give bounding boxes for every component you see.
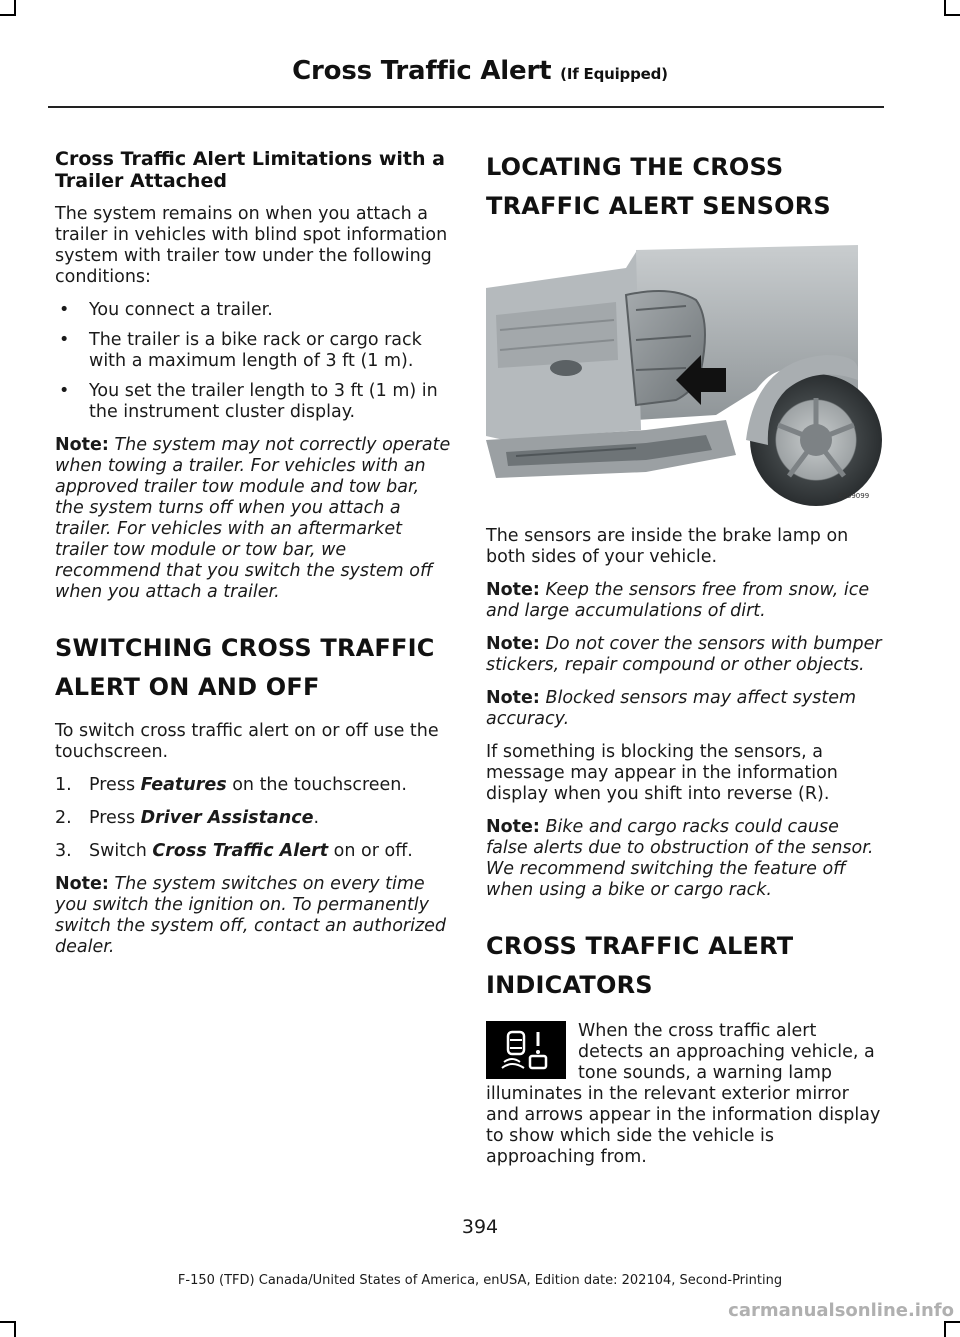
note-label: Note: bbox=[55, 874, 109, 894]
step-number: 1. bbox=[55, 775, 72, 795]
crop-mark bbox=[0, 14, 16, 16]
list-item bbox=[55, 330, 453, 372]
steps-list bbox=[55, 775, 453, 862]
note-paragraph bbox=[486, 688, 884, 730]
left-column bbox=[55, 148, 453, 970]
crop-mark bbox=[0, 1321, 16, 1323]
limitations-heading: Cross Traffic Alert Limitations with a Trailer Attached bbox=[55, 148, 445, 192]
switching-heading-line1: SWITCHING CROSS TRAFFIC bbox=[55, 634, 435, 662]
right-column bbox=[486, 148, 884, 1168]
step-item bbox=[55, 808, 453, 829]
indicators-text: When the cross traffic alert detects an approaching vehicle, a tone sounds, a warning lamp illuminates in the relevant exterior mirror and arrows appear in the information display to show which side the vehicle is approaching from. bbox=[486, 1021, 881, 1167]
crop-mark bbox=[944, 1321, 946, 1337]
note-text: The system switches on every time you switch the ignition on. To permanently switch the system off, contact an authorized dealer. bbox=[55, 874, 447, 957]
conditions-list bbox=[55, 300, 453, 423]
step-text: Press bbox=[89, 775, 141, 795]
bullet-icon: • bbox=[59, 300, 70, 320]
locating-heading-line1: LOCATING THE CROSS bbox=[486, 153, 784, 181]
ui-term: Cross Traffic Alert bbox=[152, 841, 329, 861]
figure-code: E309099 bbox=[838, 492, 870, 500]
note-label: Note: bbox=[486, 688, 540, 708]
note-text: Bike and cargo racks could cause false alerts due to obstruction of the sensor. We recommend switching the feature off when using a bike or cargo rack. bbox=[486, 817, 874, 900]
list-item bbox=[55, 300, 453, 321]
header-divider bbox=[48, 106, 884, 108]
note-text: Do not cover the sensors with bumper stickers, repair compound or other objects. bbox=[486, 634, 882, 675]
crop-mark bbox=[944, 1321, 960, 1323]
step-text: . bbox=[313, 808, 320, 828]
header-suffix: (If Equipped) bbox=[560, 65, 668, 83]
note-text: Blocked sensors may affect system accuracy. bbox=[486, 688, 857, 729]
indicators-heading-line2: INDICATORS bbox=[486, 971, 653, 999]
note-text: Keep the sensors free from snow, ice and large accumulations of dirt. bbox=[486, 580, 870, 621]
list-item-text: The trailer is a bike rack or cargo rack with a maximum length of 3 ft (1 m). bbox=[89, 330, 422, 371]
note-paragraph bbox=[486, 634, 884, 676]
step-number: 2. bbox=[55, 808, 72, 828]
page-header bbox=[0, 56, 960, 86]
list-item bbox=[55, 381, 453, 423]
header-title: Cross Traffic Alert bbox=[292, 56, 552, 86]
blocking-text: If something is blocking the sensors, a message may appear in the information display when you shift into reverse (R). bbox=[486, 742, 838, 804]
step-item bbox=[55, 841, 453, 862]
locating-heading-line2: TRAFFIC ALERT SENSORS bbox=[486, 192, 831, 220]
crop-mark bbox=[944, 14, 960, 16]
list-item-text: You connect a trailer. bbox=[89, 300, 273, 320]
step-item bbox=[55, 775, 453, 796]
page-number: 394 bbox=[461, 1216, 499, 1238]
step-number: 3. bbox=[55, 841, 72, 861]
edition-line: F-150 (TFD) Canada/United States of America, enUSA, Edition date: 202104, Second-Printing bbox=[177, 1273, 783, 1288]
note-label: Note: bbox=[486, 634, 540, 654]
note-label: Note: bbox=[486, 580, 540, 600]
truck-rear-illustration bbox=[486, 240, 870, 504]
crop-mark bbox=[14, 1321, 16, 1337]
note-paragraph bbox=[486, 817, 884, 901]
cross-traffic-alert-warning-icon bbox=[486, 1021, 566, 1079]
ui-term: Features bbox=[140, 775, 227, 795]
indicators-heading bbox=[486, 927, 884, 1005]
note-text: The system may not correctly operate when towing a trailer. For vehicles with an approved trailer tow module and tow bar, the system turns off when you attach a trailer. For vehicles with an aftermarket trailer tow module or tow bar, we recommend that you switch the system off when you attach a trailer. bbox=[55, 435, 451, 602]
ui-term: Driver Assistance bbox=[140, 808, 314, 828]
bullet-icon: • bbox=[59, 330, 70, 350]
switching-intro: To switch cross traffic alert on or off use the touchscreen. bbox=[55, 721, 439, 762]
limitations-intro: The system remains on when you attach a trailer in vehicles with blind spot information system with trailer tow under the following conditions: bbox=[55, 204, 448, 287]
indicators-heading-line1: CROSS TRAFFIC ALERT bbox=[486, 932, 794, 960]
list-item-text: You set the trailer length to 3 ft (1 m) in the instrument cluster display. bbox=[89, 381, 438, 422]
sensors-text: The sensors are inside the brake lamp on both sides of your vehicle. bbox=[486, 526, 849, 567]
note-paragraph bbox=[486, 580, 884, 622]
step-text: on or off. bbox=[328, 841, 413, 861]
step-text: on the touchscreen. bbox=[226, 775, 407, 795]
locating-heading bbox=[486, 148, 884, 226]
step-text: Press bbox=[89, 808, 141, 828]
indicators-paragraph bbox=[486, 1021, 884, 1168]
note-label: Note: bbox=[486, 817, 540, 837]
bullet-icon: • bbox=[59, 381, 70, 401]
switching-heading bbox=[55, 629, 453, 707]
watermark: carmanualsonline.info bbox=[728, 1300, 954, 1321]
switching-heading-line2: ALERT ON AND OFF bbox=[55, 673, 320, 701]
step-text: Switch bbox=[89, 841, 153, 861]
note-paragraph bbox=[55, 435, 453, 603]
note-label: Note: bbox=[55, 435, 109, 455]
note-paragraph bbox=[55, 874, 453, 958]
